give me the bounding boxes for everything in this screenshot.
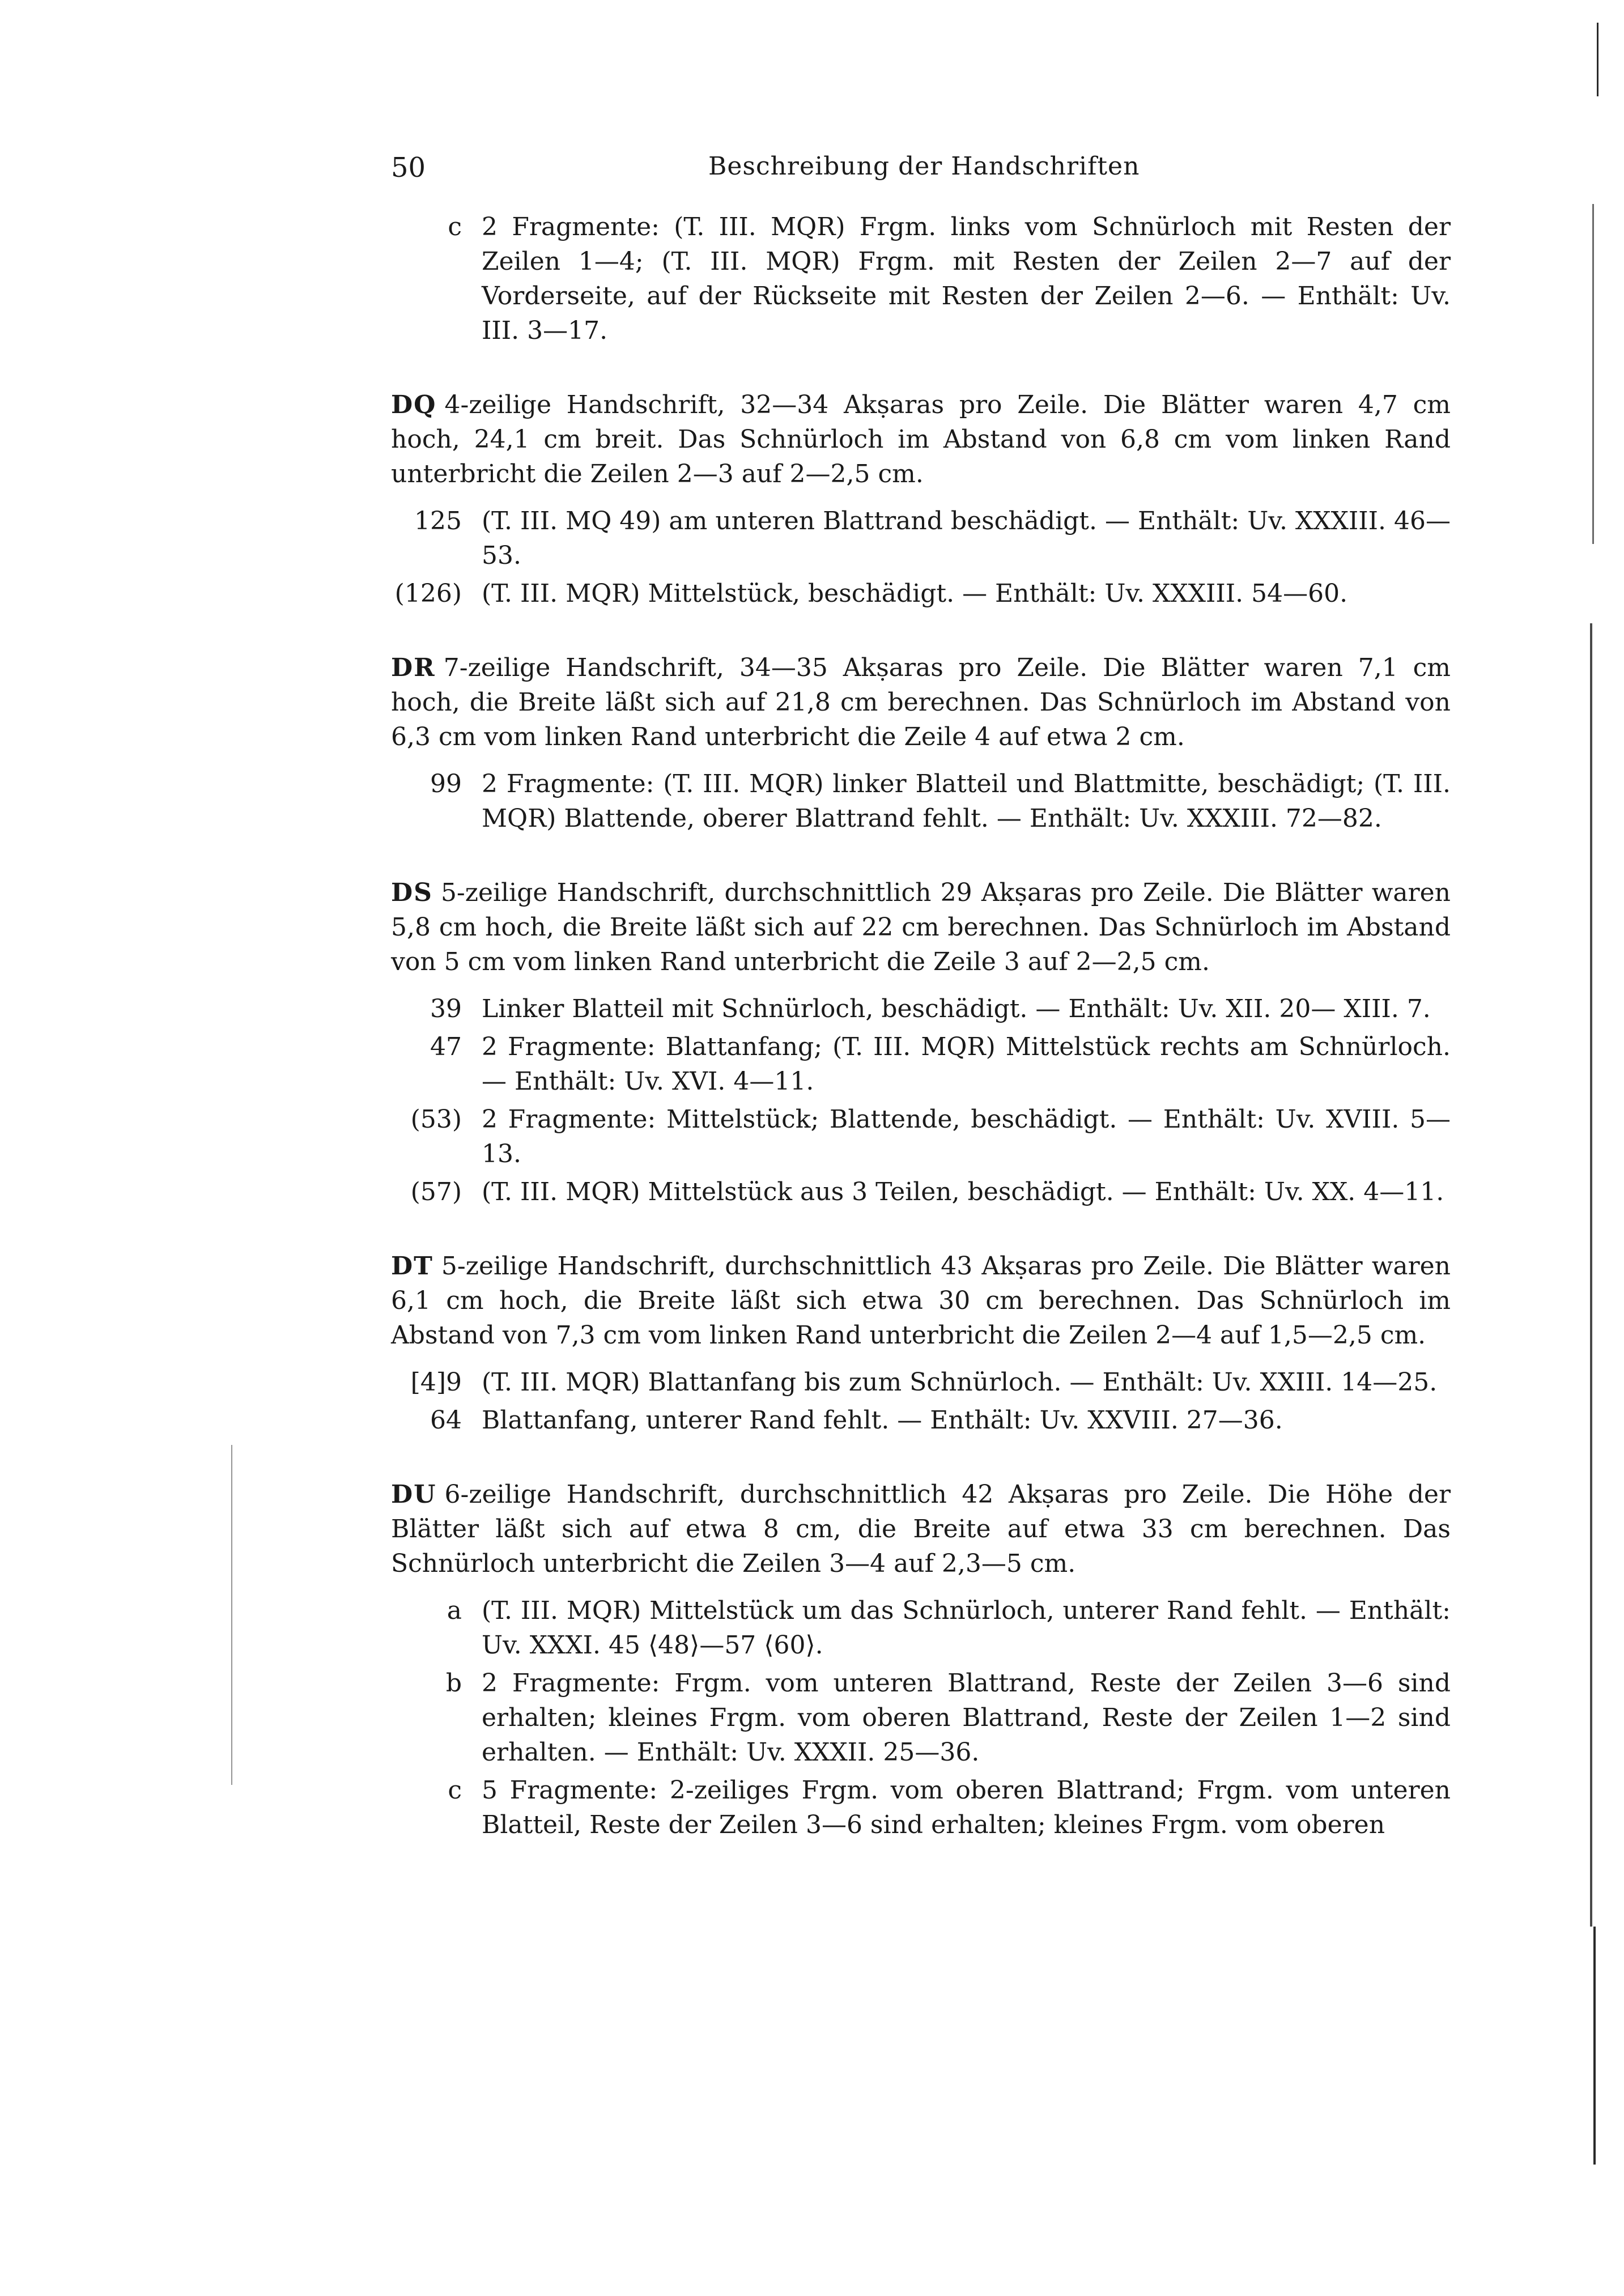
manuscript-siglum: DQ: [391, 390, 437, 419]
scan-edge-mark: [231, 1445, 232, 1785]
entry-text: 2 Fragmente: Mittelstück; Blattende, beschädigt. — Enthält: Uv. XVIII. 5—13.: [482, 1105, 1451, 1168]
section-description: 5-zeilige Handschrift, durchschnittlich 29 Akṣaras pro Zeile. Die Blätter waren 5,8 cm hoch, die Breite läßt sich auf 22 cm berechnen. Das Schnürloch im Abstand von 5 cm vom linken Rand unterbricht die Zeile 3 auf 2—2,5 cm.: [391, 878, 1451, 976]
manuscript-section-ds: [391, 875, 1451, 1209]
section-description: 7-zeilige Handschrift, 34—35 Akṣaras pro Zeile. Die Blätter waren 7,1 cm hoch, die Breite läßt sich auf 21,8 cm berechnen. Das Schnürloch im Abstand von 6,3 cm vom linken Rand unterbricht die Zeile 4 auf etwa 2 cm.: [391, 653, 1451, 751]
entry-label: c: [448, 212, 462, 241]
section-description: 6-zeilige Handschrift, durchschnittlich 42 Akṣaras pro Zeile. Die Höhe der Blätter läßt sich auf etwa 8 cm, die Breite auf etwa 33 cm berechnen. Das Schnürloch unterbricht die Zeilen 3—4 auf 2,3—5 cm.: [391, 1480, 1451, 1578]
entry-text: 2 Fragmente: Blattanfang; (T. III. MQR) Mittelstück rechts am Schnürloch. — Enthält: Uv. XVI. 4—11.: [482, 1032, 1451, 1096]
entry-number: 64: [430, 1406, 462, 1435]
entry-text: Blattanfang, unterer Rand fehlt. — Enthält: Uv. XXVIII. 27—36.: [482, 1406, 1283, 1435]
manuscript-section-du: [391, 1477, 1451, 1842]
entry-text: (T. III. MQR) Blattanfang bis zum Schnürloch. — Enthält: Uv. XXIII. 14—25.: [482, 1368, 1438, 1397]
manuscript-siglum: DS: [391, 878, 433, 907]
section-description: 5-zeilige Handschrift, durchschnittlich 43 Akṣaras pro Zeile. Die Blätter waren 6,1 cm hoch, die Breite läßt sich etwa 30 cm berechnen. Das Schnürloch im Abstand von 7,3 cm vom linken Rand unterbricht die Zeilen 2—4 auf 1,5—2,5 cm.: [391, 1252, 1451, 1350]
running-title: Beschreibung der Handschriften: [708, 152, 1140, 181]
section-description: 4-zeilige Handschrift, 32—34 Akṣaras pro Zeile. Die Blätter waren 4,7 cm hoch, 24,1 cm breit. Das Schnürloch im Abstand von 6,8 cm vom linken Rand unterbricht die Zeilen 2—3 auf 2—2,5 cm.: [391, 390, 1451, 488]
fragment-entry: [391, 1666, 1451, 1770]
entry-text: 2 Fragmente: (T. III. MQR) linker Blatteil und Blattmitte, beschädigt; (T. III. MQR) Blattende, oberer Blattrand fehlt. — Enthält: Uv. XXXIII. 72—82.: [482, 769, 1451, 833]
section-intro: [391, 1249, 1451, 1353]
manuscript-section-dq: [391, 388, 1451, 611]
manuscript-siglum: DU: [391, 1480, 437, 1509]
page-number: 50: [391, 152, 426, 184]
manuscript-section-dt: [391, 1249, 1451, 1438]
entry-number: 47: [430, 1032, 462, 1061]
manuscript-siglum: DR: [391, 653, 436, 682]
fragment-entry: [391, 1102, 1451, 1171]
fragment-entry: [391, 1773, 1451, 1842]
entry-number: 125: [414, 507, 462, 535]
scan-edge-mark: [1597, 23, 1599, 96]
entry-text: (T. III. MQR) Mittelstück, beschädigt. — Enthält: Uv. XXXIII. 54—60.: [482, 579, 1348, 608]
entry-text: (T. III. MQ 49) am unteren Blattrand beschädigt. — Enthält: Uv. XXXIII. 46—53.: [482, 507, 1451, 570]
fragment-entry: [391, 504, 1451, 573]
scan-edge-mark: [1592, 204, 1594, 544]
section-intro: [391, 1477, 1451, 1581]
entry-number: (57): [410, 1177, 462, 1206]
entry-number: (53): [410, 1105, 462, 1134]
section-intro: [391, 875, 1451, 979]
fragment-entry: [391, 1593, 1451, 1663]
entry-label: c: [448, 1776, 462, 1805]
section-intro: [391, 650, 1451, 754]
entry-number: [4]9: [410, 1368, 462, 1397]
page-body: [391, 210, 1451, 1842]
fragment-entry: [391, 1175, 1451, 1209]
entry-number: 99: [430, 769, 462, 798]
scan-edge-mark: [1593, 1927, 1596, 2165]
fragment-entry: [391, 992, 1451, 1026]
section-intro: [391, 388, 1451, 491]
entry-number: (126): [394, 579, 462, 608]
entry-text: 5 Fragmente: 2-zeiliges Frgm. vom oberen Blattrand; Frgm. vom unteren Blatteil, Reste der Zeilen 3—6 sind erhalten; kleines Frgm. vom oberen: [482, 1776, 1451, 1839]
fragment-entry: [391, 576, 1451, 611]
manuscript-section-dr: [391, 650, 1451, 836]
entry-text: (T. III. MQR) Mittelstück um das Schnürloch, unterer Rand fehlt. — Enthält: Uv. XXXI. 45 ⟨48⟩—57 ⟨60⟩.: [482, 1596, 1451, 1660]
fragment-entry: [391, 1365, 1451, 1400]
entry-text: 2 Fragmente: Frgm. vom unteren Blattrand, Reste der Zeilen 3—6 sind erhalten; kleines Frgm. vom oberen Blattrand, Reste der Zeilen 1—2 sind erhalten. — Enthält: Uv. XXXII. 25—36.: [482, 1669, 1451, 1767]
entry-label: a: [447, 1596, 462, 1625]
fragment-entry: [391, 767, 1451, 836]
manuscript-siglum: DT: [391, 1252, 433, 1281]
fragment-entry: [391, 1030, 1451, 1099]
page-header: [391, 152, 1451, 192]
fragment-entry: [391, 1403, 1451, 1438]
entry-text: Linker Blatteil mit Schnürloch, beschädigt. — Enthält: Uv. XII. 20— XIII. 7.: [482, 994, 1431, 1023]
scan-edge-mark: [1590, 623, 1592, 1927]
entry-number: 39: [430, 994, 462, 1023]
entry-label: b: [445, 1669, 462, 1698]
entry-text: 2 Fragmente: (T. III. MQR) Frgm. links vom Schnürloch mit Resten der Zeilen 1—4; (T. III. MQR) Frgm. mit Resten der Zeilen 2—7 auf der Vorderseite, auf der Rückseite mit Resten der Zeilen 2—6. — Enthält: Uv. III. 3—17.: [482, 212, 1451, 345]
entry-text: (T. III. MQR) Mittelstück aus 3 Teilen, beschädigt. — Enthält: Uv. XX. 4—11.: [482, 1177, 1444, 1206]
continuation-entry: [391, 210, 1451, 348]
